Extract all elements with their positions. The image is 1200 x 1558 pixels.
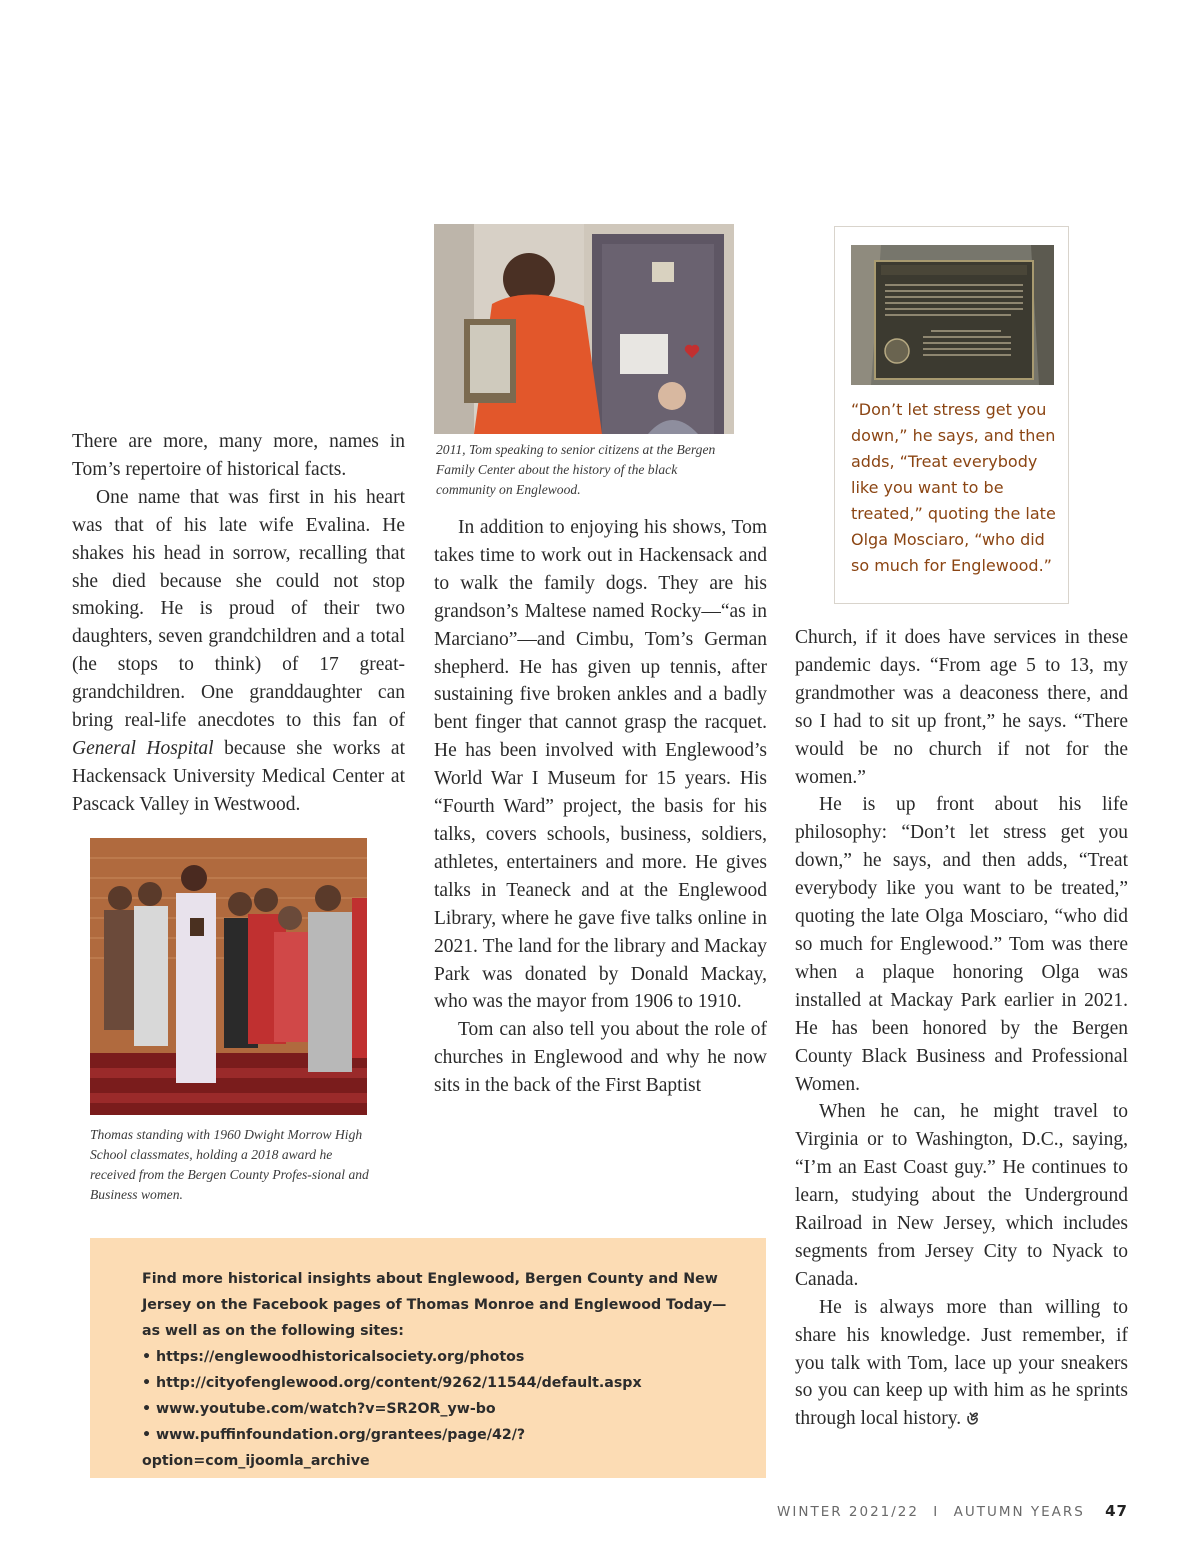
- info-link[interactable]: • www.youtube.com/watch?v=SR2OR_yw-bo: [142, 1396, 742, 1422]
- article-column-3: [795, 624, 1128, 1434]
- info-box-links: [142, 1344, 742, 1474]
- paragraph: [795, 1294, 1128, 1435]
- end-mark-icon: ঙ: [965, 1409, 978, 1430]
- paragraph: Tom can also tell you about the role of churches in Englewood and why he now sits in the back of the First Baptist: [434, 1019, 767, 1097]
- photo-plaque: [851, 245, 1054, 385]
- paragraph: In addition to enjoying his shows, Tom takes time to work out in Hackensack and to walk the family dogs. They are his grandson’s Maltese named Rocky—“as in Marciano”—and Cimbu, Tom’s German shepherd. He has given up tennis, after sustaining five broken ankles and a badly bent finger that cannot grasp the racquet. He has been involved with Englewood’s World War I Museum for 15 years. His “Fourth Ward” project, the basis for his talks, covers schools, business, soldiers, athletes, entertainers and more. He gives talks in Teaneck and at the Englewood Library, where he gave five talks online in 2021. The land for the library and Mackay Park was donated by Donald Mackay, who was the mayor from 1906 to 1910.: [434, 517, 767, 1013]
- pull-quote: “Don’t let stress get you down,” he says, and then adds, “Treat everybody like you want to be treated,” quoting the late Olga Mosciaro, “who did so much for Englewood.”: [851, 400, 1056, 575]
- page-number: 47: [1105, 1502, 1128, 1520]
- photo-caption: 2011, Tom speaking to senior citizens at the Bergen Family Center about the history of the black community on Englewood.: [436, 442, 716, 497]
- info-link[interactable]: • http://cityofenglewood.org/content/9262/11544/default.aspx: [142, 1370, 742, 1396]
- info-box: [90, 1238, 766, 1478]
- photo-caption: Thomas standing with 1960 Dwight Morrow High School classmates, holding a 2018 award he received from the Bergen County Profes-sional and Business women.: [90, 1127, 369, 1202]
- article-column-2: [434, 514, 767, 1100]
- article-column-1: [72, 428, 405, 819]
- pull-quote-box: [834, 226, 1069, 604]
- show-title: General Hospital: [72, 737, 214, 759]
- paragraph-text: He is always more than willing to share his knowledge. Just remember, if you talk with Tom, lace up your sneakers so you can keep up with him as he sprints through local history.: [795, 1296, 1128, 1430]
- page-footer: [777, 1502, 1128, 1520]
- paragraph: Church, if it does have services in these pandemic days. “From age 5 to 13, my grandmother was a deaconess there, and so I had to sit up front,” he says. “There would be no church if not for the women.”: [795, 627, 1128, 788]
- photo-tom-speaking: [434, 224, 734, 434]
- paragraph: When he can, he might travel to Virginia or to Washington, D.C., saying, “I’m an East Coast guy.” He continues to learn, studying about the Underground Railroad in New Jersey, which includes segments from Jersey City to Nyack to Canada.: [795, 1101, 1128, 1290]
- photo-classmates-image: [90, 838, 367, 1115]
- paragraph: [72, 484, 405, 819]
- info-box-intro: Find more historical insights about Englewood, Bergen County and New Jersey on the Facebook pages of Thomas Monroe and Englewood Today—as well as on the following sites:: [142, 1271, 727, 1339]
- paragraph-text: because she works at Hackensack University Medical Center at Pascack Valley in Westwood.: [72, 737, 405, 815]
- plaque-image: [851, 245, 1054, 385]
- photo-classmates: [90, 838, 367, 1115]
- paragraph-text: One name that was first in his heart was that of his late wife Evalina. He shakes his head in sorrow, recalling that she died because she could not stop smoking. He is proud of their two daughters, seven grandchildren and a total (he stops to think) of 17 great-grandchildren. One granddaughter can bring real-life anecdotes to this fan of: [72, 486, 405, 732]
- paragraph: There are more, many more, names in Tom’s repertoire of historical facts.: [72, 431, 405, 480]
- paragraph: He is up front about his life philosophy: “Don’t let stress get you down,” he says, and then adds, “Treat everybody like you want to be treated,” quoting the late Olga Mosciaro, “who did so much for Englewood.” Tom was there when a plaque honoring Olga was installed at Mackay Park earlier in 2021. He has been honored by the Bergen County Black Business and Professional Women.: [795, 794, 1128, 1095]
- footer-magazine: AUTUMN YEARS: [953, 1504, 1085, 1520]
- info-link[interactable]: • https://englewoodhistoricalsociety.org/photos: [142, 1344, 742, 1370]
- info-link[interactable]: • www.puffinfoundation.org/grantees/page/42/?option=com_ijoomla_archive: [142, 1422, 742, 1474]
- footer-issue: WINTER 2021/22: [777, 1504, 919, 1520]
- photo-tom-speaking-image: [434, 224, 734, 434]
- footer-separator: I: [933, 1504, 940, 1520]
